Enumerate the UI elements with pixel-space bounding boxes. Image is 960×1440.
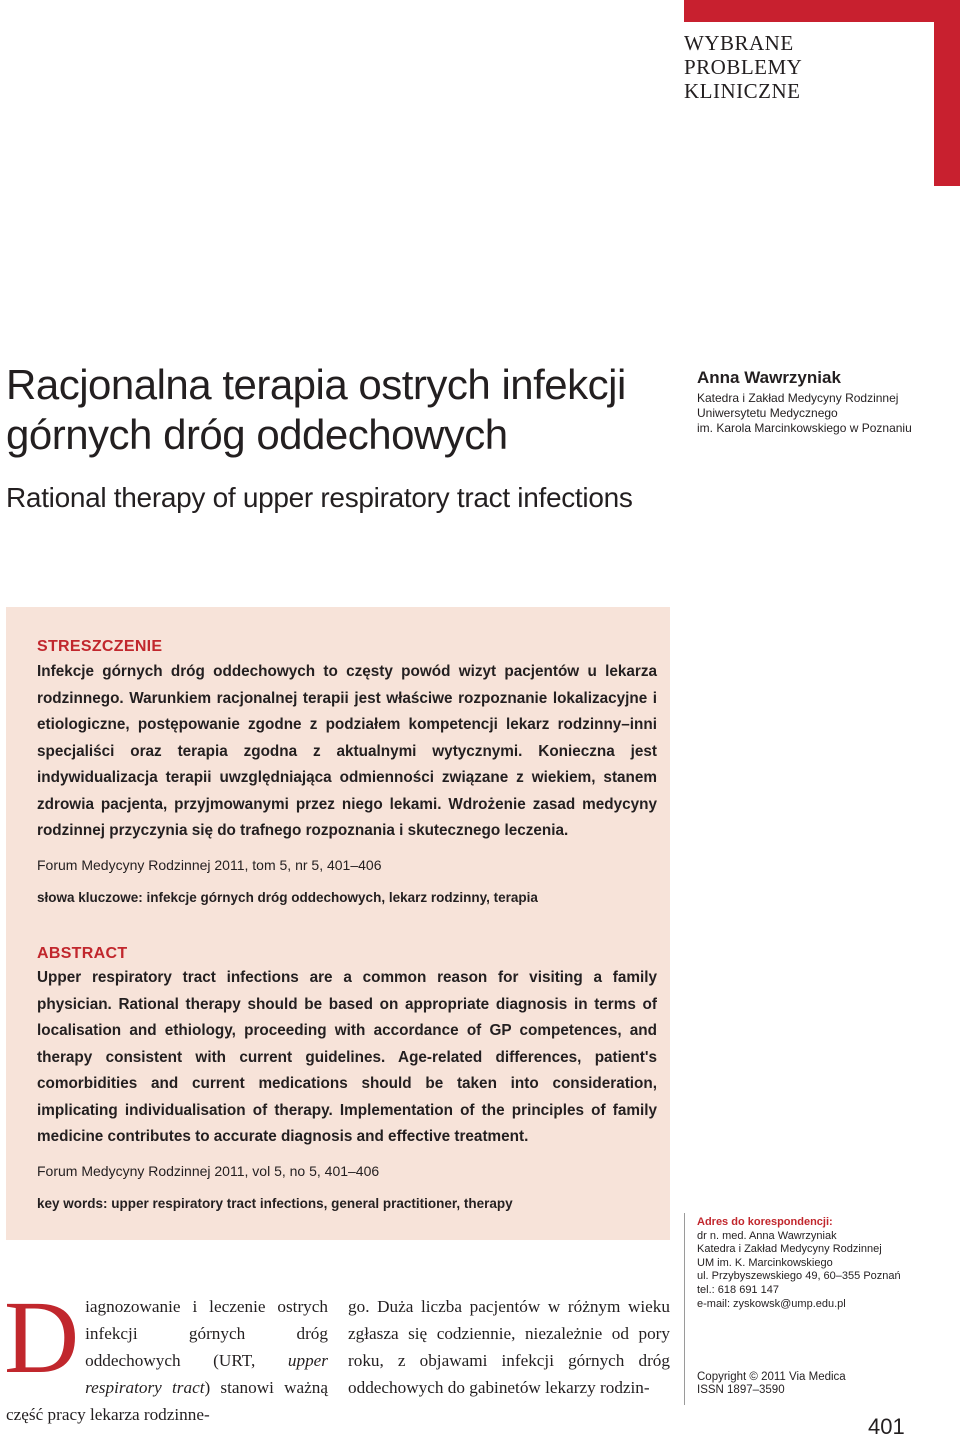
section-label xyxy=(684,31,924,103)
copyright-line: Copyright © 2011 Via Medica xyxy=(697,1371,846,1383)
abstract-polish-citation: Forum Medycyny Rodzinnej 2011, tom 5, nr 5, 401–406 xyxy=(37,856,382,873)
correspondence-email[interactable]: e-mail: zyskowsk@ump.edu.pl xyxy=(697,1297,846,1310)
sidebar-divider xyxy=(684,1213,685,1405)
correspondence-label: Adres do korespondencji: xyxy=(697,1216,833,1228)
page-number: 401 xyxy=(868,1414,905,1439)
abstract-polish xyxy=(37,638,657,907)
abstract-english-keywords: key words: upper respiratory tract infections, general practitioner, therapy xyxy=(37,1195,513,1211)
copyright-block xyxy=(697,1371,957,1397)
author-block xyxy=(697,368,957,436)
abstract-english-heading: ABSTRACT xyxy=(37,945,128,962)
body-text: iagnozowanie i leczenie ostrych infekcji górnych dróg oddechowych (URT, xyxy=(85,1297,328,1370)
affiliation-line: Katedra i Zakład Medycyny Rodzinnej xyxy=(697,391,899,405)
body-text-italic: upper respiratory tract xyxy=(85,1351,328,1397)
correspondence-block xyxy=(697,1216,957,1311)
abstract-english-text: Upper respiratory tract infections are a common reason for visiting a family physician. Rational therapy should be based on appropriate diagnosis in terms of localisation and ethiology, proceeding with accordance of GP competences, and therapy consistent with current guidelines. Age-related differences, patient's comorbidities and current medications should be taken into consideration, implicating individualisation of therapy. Implementation of the principles of family medicine contributes to accurate diagnosis and effective treatment. xyxy=(37,969,657,1145)
section-label-line: WYBRANE xyxy=(684,31,794,55)
title-english: Rational therapy of upper respiratory tract infections xyxy=(6,482,633,513)
correspondence-line: UM im. K. Marcinkowskiego xyxy=(697,1256,833,1269)
section-red-bar-top xyxy=(684,0,960,22)
author-affiliation xyxy=(697,391,957,436)
title-polish: Racjonalna terapia ostrych infekcji górnych dróg oddechowych xyxy=(6,361,626,458)
abstract-english-citation: Forum Medycyny Rodzinnej 2011, vol 5, no 5, 401–406 xyxy=(37,1162,380,1179)
issn-line: ISSN 1897–3590 xyxy=(697,1384,785,1396)
abstract-polish-text: Infekcje górnych dróg oddechowych to częsty powód wizyt pacjentów u lekarza rodzinnego. Warunkiem racjonalnej terapii jest właściwe rozpoznanie lokalizacyjne i etiologiczne, postępowanie zgodne z podziałem kompetencji lekarz rodzinny–inni specjaliści oraz terapia zgodna z aktualnymi wytycznymi. Konieczna jest indywidualizacja terapii uwzględniająca odmienności związane z wiekiem, stanem zdrowia pacjenta, przyjmowanymi przez niego lekami. Wdrożenie zasad medycyny rodzinnej przyczynia się do trafnego rozpoznania i skutecznego leczenia. xyxy=(37,663,657,839)
drop-cap: D xyxy=(4,1280,80,1395)
author-name: Anna Wawrzyniak xyxy=(697,368,841,387)
abstract-box xyxy=(6,607,670,1240)
body-column-1 xyxy=(4,1280,328,1428)
section-header xyxy=(684,0,960,186)
section-red-bar-right xyxy=(934,0,960,186)
abstract-polish-heading: STRESZCZENIE xyxy=(37,638,163,655)
correspondence-line: Katedra i Zakład Medycyny Rodzinnej xyxy=(697,1243,882,1256)
correspondence-line: ul. Przybyszewskiego 49, 60–355 Poznań xyxy=(697,1270,901,1283)
section-label-line: KLINICZNE xyxy=(684,79,801,103)
section-label-line: PROBLEMY xyxy=(684,55,803,79)
affiliation-line: im. Karola Marcinkowskiego w Poznaniu xyxy=(697,421,912,435)
body-text: ) stanowi ważną część pracy lekarza rodzinne- xyxy=(6,1378,328,1424)
correspondence-line: dr n. med. Anna Wawrzyniak xyxy=(697,1229,837,1242)
abstract-polish-keywords: słowa kluczowe: infekcje górnych dróg oddechowych, lekarz rodzinny, terapia xyxy=(37,889,538,905)
body-column-2: go. Duża liczba pacjentów w różnym wieku zgłasza się codziennie, niezależnie od pory roku, z objawami infekcji górnych dróg oddechowych do gabinetów lekarzy rodzin- xyxy=(348,1297,670,1397)
correspondence-line: tel.: 618 691 147 xyxy=(697,1283,779,1296)
abstract-english xyxy=(37,945,657,1213)
affiliation-line: Uniwersytetu Medycznego xyxy=(697,406,838,420)
